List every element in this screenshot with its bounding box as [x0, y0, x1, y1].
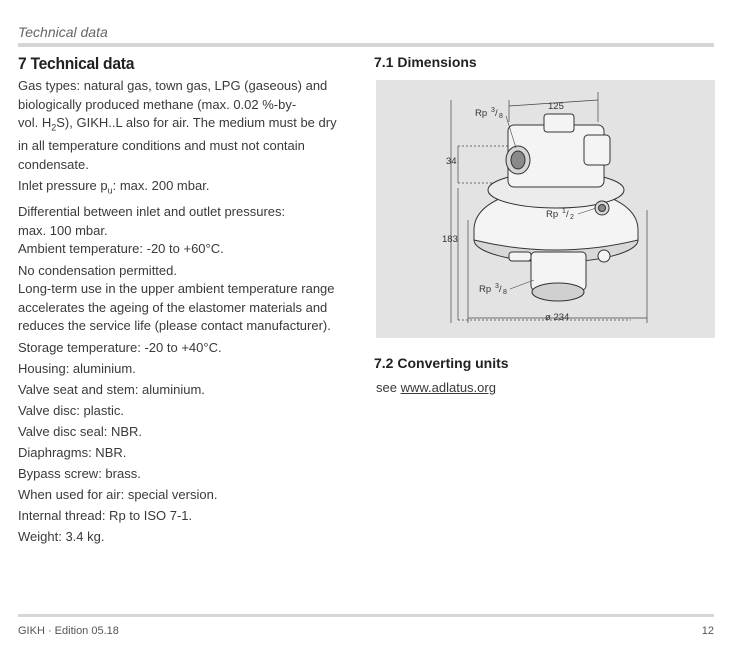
- dim-label-183: 183: [442, 234, 458, 245]
- dim-label-125: 125: [548, 101, 564, 112]
- no-condensation: No condensation permitted.: [18, 262, 177, 278]
- dimensions-column: [374, 54, 716, 70]
- thread-label-rp-3-8-top: [475, 107, 503, 120]
- inlet-pressure: [18, 177, 363, 200]
- diaphragms-material: Diaphragms: NBR.: [18, 445, 127, 461]
- section-title: 7 Technical data: [18, 54, 135, 73]
- regulator-vent-fitting: [598, 250, 610, 262]
- gas-types-line-5: condensate.: [18, 156, 89, 172]
- long-term-line-3: reduces the service life (please contact manufacturer).: [18, 318, 331, 334]
- regulator-test-nipple: [509, 252, 531, 261]
- thread-frac-den-side: 2: [570, 214, 574, 221]
- page-number: 12: [701, 625, 714, 637]
- regulator-side-port-bore: [599, 205, 606, 212]
- gas-types-line-2: biologically produced methane (max. 0.02 %-by-: [18, 96, 297, 112]
- ambient-temperature: Ambient temperature: -20 to +60°C.: [18, 241, 224, 257]
- technical-data-column: [18, 54, 363, 549]
- gas-types-line-3-start: vol. H: [18, 115, 52, 130]
- valve-disc-seal-material: Valve disc seal: NBR.: [18, 424, 143, 440]
- thread-frac-den-top: 8: [499, 113, 503, 120]
- thread-label-rp-3-8-bottom: [479, 283, 507, 296]
- thread-frac-num-top: 3: [491, 107, 495, 114]
- long-term-line-2: accelerates the ageing of the elastomer materials and: [18, 299, 328, 315]
- inlet-pressure-end: : max. 200 mbar.: [112, 178, 210, 194]
- regulator-outlet-port: [532, 283, 584, 301]
- gas-types-line-4: in all temperature conditions and must not contain: [18, 138, 305, 154]
- dim-label-234: ø 234: [545, 312, 570, 323]
- weight: Weight: 3.4 kg.: [18, 529, 105, 545]
- air-version-note: When used for air: special version.: [18, 487, 218, 503]
- differential-line-2: max. 100 mbar.: [18, 222, 108, 238]
- thread-rp-bottom: Rp: [479, 284, 492, 295]
- inlet-pressure-start: Inlet pressure p: [18, 178, 108, 194]
- long-term-use-paragraph: [18, 280, 363, 336]
- thread-frac-num-bottom: 3: [495, 283, 499, 290]
- converting-units-title: 7.2 Converting units: [374, 355, 509, 371]
- gas-types-line-3-end: S), GIKH..L also for air. The medium must be dry: [56, 115, 337, 130]
- long-term-line-1: Long-term use in the upper ambient temperature range: [18, 281, 335, 297]
- gas-types-line-3: [18, 114, 363, 137]
- regulator-top-cap: [544, 114, 574, 132]
- gas-types-paragraph: [18, 77, 363, 174]
- see-prefix: see: [376, 380, 401, 395]
- dimensions-title: 7.1 Dimensions: [374, 54, 477, 70]
- internal-thread: Internal thread: Rp to ISO 7-1.: [18, 508, 193, 524]
- thread-slash-bottom: /: [499, 284, 502, 295]
- footer-divider: [18, 614, 714, 617]
- differential-line-1: Differential between inlet and outlet pressures:: [18, 204, 286, 220]
- running-header-title: Technical data: [18, 24, 108, 40]
- converting-units-text: [376, 380, 496, 395]
- thread-rp-top: Rp: [475, 108, 488, 119]
- header-divider: [18, 43, 714, 47]
- regulator-side-block: [584, 135, 610, 165]
- inlet-pressure-subscript: u: [107, 185, 113, 196]
- valve-disc-material: Valve disc: plastic.: [18, 403, 124, 419]
- bypass-screw-material: Bypass screw: brass.: [18, 466, 141, 482]
- leader-rp-bottom: [510, 280, 534, 289]
- footer-edition: GIKH · Edition 05.18: [18, 625, 119, 637]
- thread-frac-num-side: 1: [562, 208, 566, 215]
- thread-frac-den-bottom: 8: [503, 289, 507, 296]
- dim-label-34: 34: [446, 156, 457, 167]
- technical-data-text: [18, 77, 363, 547]
- adlatus-link[interactable]: www.adlatus.org: [400, 380, 496, 395]
- regulator-inlet-bore: [511, 151, 525, 169]
- regulator-drawing-svg: [376, 80, 715, 338]
- dimension-drawing: [376, 80, 715, 338]
- storage-temperature: Storage temperature: -20 to +40°C.: [18, 339, 222, 355]
- thread-rp-side: Rp: [546, 209, 559, 220]
- h2s-subscript: 2: [51, 122, 57, 133]
- thread-slash-top: /: [495, 108, 498, 119]
- housing-material: Housing: aluminium.: [18, 361, 136, 377]
- valve-seat-material: Valve seat and stem: aluminium.: [18, 382, 205, 398]
- thread-slash-side: /: [566, 209, 569, 220]
- gas-types-line-1: Gas types: natural gas, town gas, LPG (gaseous) and: [18, 78, 328, 93]
- differential-pressure-paragraph: [18, 203, 363, 240]
